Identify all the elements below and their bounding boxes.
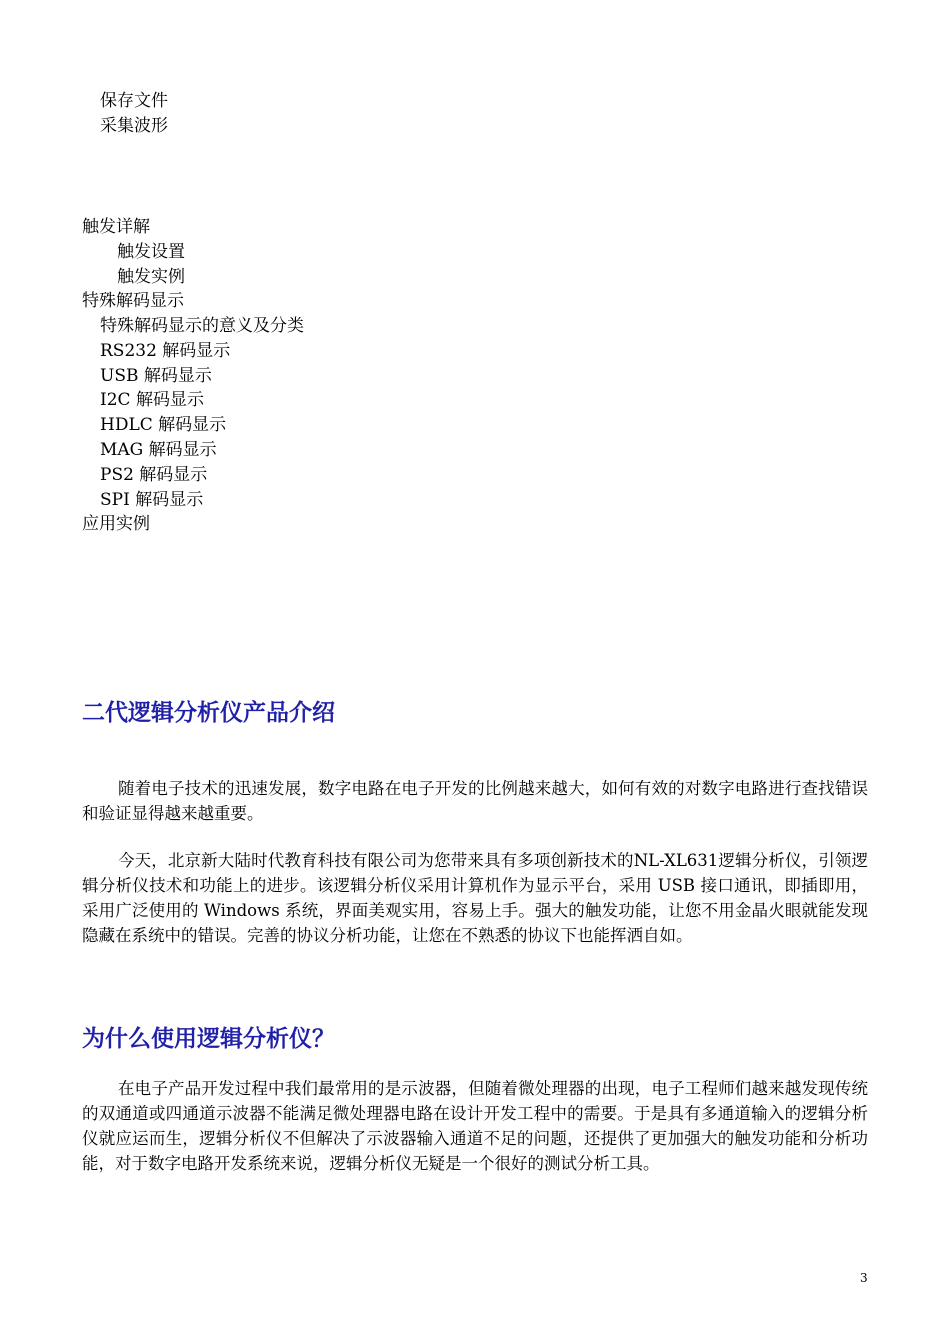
toc-item-decode-meaning[interactable]: 特殊解码显示的意义及分类	[100, 316, 304, 336]
toc-section-special-decode[interactable]: 特殊解码显示	[82, 291, 184, 311]
toc-section-trigger[interactable]: 触发详解	[82, 217, 150, 237]
toc-item-save-file[interactable]: 保存文件	[100, 91, 168, 111]
toc-item-i2c-decode[interactable]: I2C 解码显示	[100, 390, 204, 410]
section-heading-product-intro: 二代逻辑分析仪产品介绍	[82, 700, 335, 726]
paragraph-why-1: 在电子产品开发过程中我们最常用的是示波器，但随着微处理器的出现，电子工程师们越来越发现传统的双通道或四通道示波器不能满足微处理器电路在设计开发工程中的需要。于是具有多通道输入的逻辑分析仪就应运而生，逻辑分析仪不但解决了示波器输入通道不足的问题，还提供了更加强大的触发功能和分析功能，对于数字电路开发系统来说，逻辑分析仪无疑是一个很好的测试分析工具。	[82, 1079, 868, 1173]
toc-item-rs232-decode[interactable]: RS232 解码显示	[100, 341, 231, 361]
toc-section-application[interactable]: 应用实例	[82, 514, 150, 534]
paragraph-intro-1: 随着电子技术的迅速发展，数字电路在电子开发的比例越来越大，如何有效的对数字电路进行查找错误和验证显得越来越重要。	[82, 779, 868, 823]
paragraph-intro-2: 今天，北京新大陆时代教育科技有限公司为您带来具有多项创新技术的NL-XL631逻辑分析仪，引领逻辑分析仪技术和功能上的进步。该逻辑分析仪采用计算机作为显示平台，采用 USB 接口通讯，即插即用，采用广泛使用的 Windows 系统，界面美观实用，容易上手。强大的触发功能，让您不用金晶火眼就能发现隐藏在系统中的错误。完善的协议分析功能，让您在不熟悉的协议下也能挥洒自如。	[82, 851, 868, 945]
toc-item-spi-decode[interactable]: SPI 解码显示	[100, 490, 204, 510]
toc-item-usb-decode[interactable]: USB 解码显示	[100, 366, 212, 386]
toc-item-ps2-decode[interactable]: PS2 解码显示	[100, 465, 208, 485]
toc-item-trigger-settings[interactable]: 触发设置	[117, 242, 185, 262]
toc-item-trigger-examples[interactable]: 触发实例	[117, 267, 185, 287]
toc-item-mag-decode[interactable]: MAG 解码显示	[100, 440, 217, 460]
toc-item-hdlc-decode[interactable]: HDLC 解码显示	[100, 415, 227, 435]
page-number: 3	[860, 1271, 868, 1285]
section-heading-why-use: 为什么使用逻辑分析仪？	[82, 1026, 335, 1052]
toc-item-capture-waveform[interactable]: 采集波形	[100, 116, 168, 136]
